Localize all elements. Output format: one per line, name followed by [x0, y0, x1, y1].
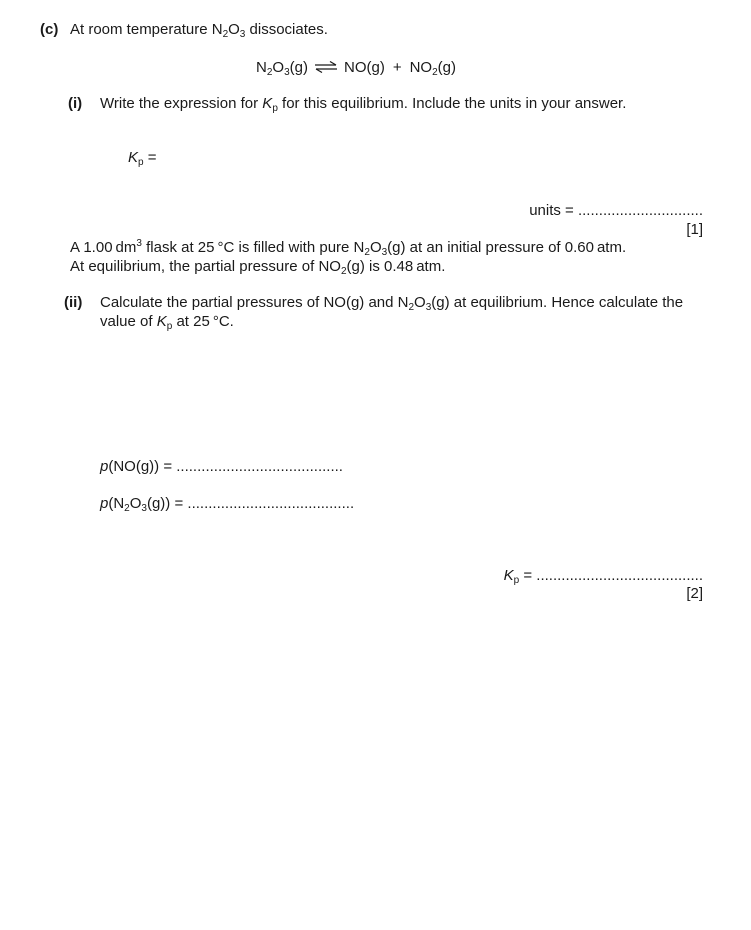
- k-symbol: K: [128, 149, 139, 166]
- k-symbol: K: [503, 567, 514, 584]
- context-sub: 2: [364, 247, 370, 258]
- question-text: O: [414, 294, 426, 311]
- context-sup: 3: [136, 238, 142, 249]
- intro-text: At room temperature N: [70, 21, 223, 38]
- units-answer-field[interactable]: ..............................: [577, 202, 703, 219]
- context-text: (g) at an initial pressure of 0.60 atm.: [387, 239, 627, 256]
- context-sub: 2: [340, 266, 347, 277]
- units-label: units =: [529, 202, 578, 219]
- p-n2o3-label: O: [129, 495, 142, 512]
- p-symbol: p: [100, 495, 109, 512]
- p-no-label: (NO(g)) =: [108, 458, 177, 475]
- k-sub: p: [138, 157, 144, 168]
- question-text: for this equilibrium. Include the units in your answer.: [277, 95, 627, 112]
- intro-sub: 3: [239, 29, 246, 40]
- eq-sub: 2: [266, 67, 273, 78]
- eq-sub: 3: [284, 67, 290, 78]
- eq-rhs2-state: (g): [437, 59, 456, 76]
- part-ii-line-1: [100, 294, 684, 313]
- k-sub: p: [272, 103, 278, 114]
- question-sub: 3: [425, 302, 432, 313]
- dissociation-equation: [256, 60, 456, 76]
- context-sub: 3: [381, 247, 388, 258]
- intro-end: dissociates.: [245, 21, 328, 38]
- context-text: A 1.00 dm: [70, 239, 137, 256]
- kp-expression-label: [128, 149, 157, 168]
- kp-answer-line: [503, 567, 703, 586]
- eq-sub: 2: [432, 67, 438, 78]
- p-n2o3-answer-field[interactable]: ........................................: [187, 495, 355, 512]
- eq-plus: +: [392, 59, 402, 76]
- equals: =: [519, 567, 537, 584]
- p-no-answer-field[interactable]: ........................................: [176, 458, 343, 475]
- equilibrium-arrow-icon: [314, 61, 338, 76]
- part-i-label: (i): [68, 95, 83, 112]
- part-ii-label: (ii): [64, 294, 83, 311]
- context-text: O: [369, 239, 382, 256]
- context-text: At equilibrium, the partial pressure of NO: [70, 258, 341, 275]
- question-text: at 25 °C.: [172, 313, 234, 330]
- question-text: Calculate the partial pressures of NO(g) and N: [100, 294, 409, 311]
- question-text: (g) at equilibrium. Hence calculate the: [431, 294, 684, 311]
- k-symbol: K: [262, 95, 273, 112]
- context-text: flask at 25 °C is filled with pure N: [141, 239, 365, 256]
- context-line-1: [70, 238, 627, 258]
- question-sub: 2: [408, 302, 415, 313]
- k-sub: p: [513, 575, 520, 586]
- kp-answer-field[interactable]: ........................................: [536, 567, 703, 584]
- eq-lhs-n: N: [256, 59, 267, 76]
- marks-2: [2]: [686, 585, 703, 602]
- k-sub: p: [166, 321, 173, 332]
- p-n2o3-label: (N: [108, 495, 125, 512]
- units-answer-line: [529, 203, 703, 218]
- p-no-answer-line: [100, 459, 343, 474]
- part-c-intro: [70, 21, 328, 40]
- eq-rhs2: NO: [409, 59, 433, 76]
- intro-o: O: [228, 21, 240, 38]
- intro-sub: 2: [222, 29, 229, 40]
- question-text: value of: [100, 313, 157, 330]
- part-c-label: (c): [40, 21, 59, 38]
- part-i-question: [100, 95, 627, 114]
- part-ii-line-2: [100, 313, 234, 332]
- p-n2o3-label: (g)) =: [146, 495, 188, 512]
- marks-1: [1]: [686, 221, 703, 238]
- equals: =: [143, 149, 157, 166]
- eq-lhs-state: (g): [289, 59, 308, 76]
- p-n2o3-sub: 2: [124, 503, 130, 514]
- eq-rhs1: NO(g): [343, 59, 385, 76]
- question-text: Write the expression for: [100, 95, 263, 112]
- p-symbol: p: [100, 458, 109, 475]
- context-text: (g) is 0.48 atm.: [346, 258, 446, 275]
- k-symbol: K: [156, 313, 167, 330]
- p-n2o3-sub: 3: [141, 503, 147, 514]
- eq-lhs-o: O: [272, 59, 285, 76]
- context-line-2: [70, 258, 446, 277]
- p-n2o3-answer-line: [100, 495, 355, 514]
